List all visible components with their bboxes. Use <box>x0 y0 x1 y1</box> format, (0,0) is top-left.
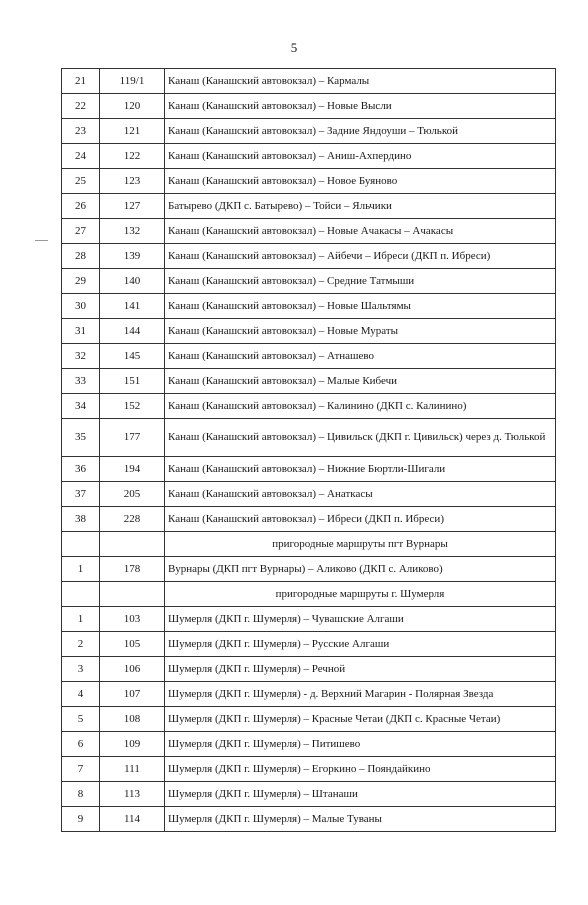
route-name: Шумерля (ДКП г. Шумерля) – Чувашские Алгаши <box>165 607 556 632</box>
table-row <box>62 244 556 269</box>
row-number: 6 <box>62 732 100 757</box>
route-name: Канаш (Канашский автовокзал) – Новые Мураты <box>165 319 556 344</box>
route-name: Канаш (Канашский автовокзал) – Кармалы <box>165 69 556 94</box>
route-name: Батырево (ДКП с. Батырево) – Тойси – Яльчики <box>165 194 556 219</box>
row-number: 5 <box>62 707 100 732</box>
row-number: 9 <box>62 807 100 832</box>
route-code: 151 <box>100 369 165 394</box>
route-code: 121 <box>100 119 165 144</box>
route-name: Вурнары (ДКП пгт Вурнары) – Аликово (ДКП с. Аликово) <box>165 557 556 582</box>
route-code: 103 <box>100 607 165 632</box>
route-name: Канаш (Канашский автовокзал) – Новые Ачакасы – Ачакасы <box>165 219 556 244</box>
route-code: 139 <box>100 244 165 269</box>
route-code: 144 <box>100 319 165 344</box>
row-number: 35 <box>62 419 100 457</box>
route-code: 105 <box>100 632 165 657</box>
table-row <box>62 657 556 682</box>
route-name: Канаш (Канашский автовокзал) – Малые Кибечи <box>165 369 556 394</box>
table-row <box>62 219 556 244</box>
route-name: Шумерля (ДКП г. Шумерля) – Речной <box>165 657 556 682</box>
route-code: 140 <box>100 269 165 294</box>
route-code: 178 <box>100 557 165 582</box>
table-row <box>62 757 556 782</box>
route-code: 122 <box>100 144 165 169</box>
route-name: Шумерля (ДКП г. Шумерля) – Красные Четаи (ДКП с. Красные Четаи) <box>165 707 556 732</box>
route-code: 108 <box>100 707 165 732</box>
route-name: Шумерля (ДКП г. Шумерля) - д. Верхний Магарин - Полярная Звезда <box>165 682 556 707</box>
table-row <box>62 807 556 832</box>
table-row <box>62 457 556 482</box>
section-title-shumerlya: пригородные маршруты г. Шумерля <box>165 582 556 607</box>
route-name: Канаш (Канашский автовокзал) – Ибреси (ДКП п. Ибреси) <box>165 507 556 532</box>
row-number: 4 <box>62 682 100 707</box>
route-code: 119/1 <box>100 69 165 94</box>
row-number: 29 <box>62 269 100 294</box>
route-code: 109 <box>100 732 165 757</box>
row-number: 24 <box>62 144 100 169</box>
route-name: Канаш (Канашский автовокзал) – Задние Яндоуши – Тюлькой <box>165 119 556 144</box>
route-code: 228 <box>100 507 165 532</box>
route-code: 132 <box>100 219 165 244</box>
table-row <box>62 344 556 369</box>
route-name: Канаш (Канашский автовокзал) – Аниш-Ахпердино <box>165 144 556 169</box>
route-name: Канаш (Канашский автовокзал) – Новое Буяново <box>165 169 556 194</box>
route-name: Шумерля (ДКП г. Шумерля) – Штанаши <box>165 782 556 807</box>
row-number: 31 <box>62 319 100 344</box>
row-number: 27 <box>62 219 100 244</box>
table-row <box>62 319 556 344</box>
route-name: Канаш (Канашский автовокзал) – Айбечи – Ибреси (ДКП п. Ибреси) <box>165 244 556 269</box>
table-row <box>62 419 556 457</box>
route-name: Канаш (Канашский автовокзал) – Средние Татмыши <box>165 269 556 294</box>
margin-mark <box>35 240 48 241</box>
row-number: 1 <box>62 557 100 582</box>
table-row <box>62 707 556 732</box>
row-number: 7 <box>62 757 100 782</box>
table-row <box>62 507 556 532</box>
table-row <box>62 94 556 119</box>
routes-table <box>61 68 556 832</box>
route-code: 127 <box>100 194 165 219</box>
table-row <box>62 369 556 394</box>
row-number: 22 <box>62 94 100 119</box>
route-code: 123 <box>100 169 165 194</box>
row-number: 8 <box>62 782 100 807</box>
table-row <box>62 294 556 319</box>
route-code: 145 <box>100 344 165 369</box>
section-header-row <box>62 532 556 557</box>
empty-cell <box>100 532 165 557</box>
table-row <box>62 607 556 632</box>
page-number: 5 <box>290 40 298 55</box>
section-title-vurnary: пригородные маршруты пгт Вурнары <box>165 532 556 557</box>
table-row <box>62 782 556 807</box>
row-number: 21 <box>62 69 100 94</box>
route-code: 194 <box>100 457 165 482</box>
route-name: Канаш (Канашский автовокзал) – Калинино (ДКП с. Калинино) <box>165 394 556 419</box>
empty-cell <box>62 532 100 557</box>
row-number: 38 <box>62 507 100 532</box>
row-number: 33 <box>62 369 100 394</box>
table-row <box>62 194 556 219</box>
route-code: 120 <box>100 94 165 119</box>
route-code: 107 <box>100 682 165 707</box>
route-name: Шумерля (ДКП г. Шумерля) – Малые Туваны <box>165 807 556 832</box>
route-code: 177 <box>100 419 165 457</box>
route-name: Канаш (Канашский автовокзал) – Анаткасы <box>165 482 556 507</box>
route-name: Канаш (Канашский автовокзал) – Нижние Бюртли-Шигали <box>165 457 556 482</box>
table-row <box>62 732 556 757</box>
route-name: Канаш (Канашский автовокзал) – Новые Высли <box>165 94 556 119</box>
table-row <box>62 169 556 194</box>
table-row <box>62 557 556 582</box>
table-row <box>62 482 556 507</box>
empty-cell <box>100 582 165 607</box>
row-number: 3 <box>62 657 100 682</box>
route-name: Шумерля (ДКП г. Шумерля) – Егоркино – Пояндайкино <box>165 757 556 782</box>
route-code: 113 <box>100 782 165 807</box>
row-number: 2 <box>62 632 100 657</box>
row-number: 32 <box>62 344 100 369</box>
row-number: 1 <box>62 607 100 632</box>
table-row <box>62 119 556 144</box>
table-row <box>62 632 556 657</box>
route-name: Канаш (Канашский автовокзал) – Цивильск (ДКП г. Цивильск) через д. Тюлькой <box>165 419 556 457</box>
row-number: 34 <box>62 394 100 419</box>
table-row <box>62 144 556 169</box>
route-name: Шумерля (ДКП г. Шумерля) – Питишево <box>165 732 556 757</box>
table-row <box>62 69 556 94</box>
row-number: 36 <box>62 457 100 482</box>
row-number: 26 <box>62 194 100 219</box>
row-number: 25 <box>62 169 100 194</box>
route-code: 114 <box>100 807 165 832</box>
row-number: 23 <box>62 119 100 144</box>
route-code: 111 <box>100 757 165 782</box>
table-row <box>62 269 556 294</box>
row-number: 30 <box>62 294 100 319</box>
route-name: Канаш (Канашский автовокзал) – Новые Шальтямы <box>165 294 556 319</box>
section-header-row <box>62 582 556 607</box>
route-code: 106 <box>100 657 165 682</box>
route-name: Канаш (Канашский автовокзал) – Атнашево <box>165 344 556 369</box>
route-code: 152 <box>100 394 165 419</box>
empty-cell <box>62 582 100 607</box>
route-code: 141 <box>100 294 165 319</box>
row-number: 37 <box>62 482 100 507</box>
route-code: 205 <box>100 482 165 507</box>
row-number: 28 <box>62 244 100 269</box>
table-row <box>62 682 556 707</box>
table-row <box>62 394 556 419</box>
route-name: Шумерля (ДКП г. Шумерля) – Русские Алгаши <box>165 632 556 657</box>
